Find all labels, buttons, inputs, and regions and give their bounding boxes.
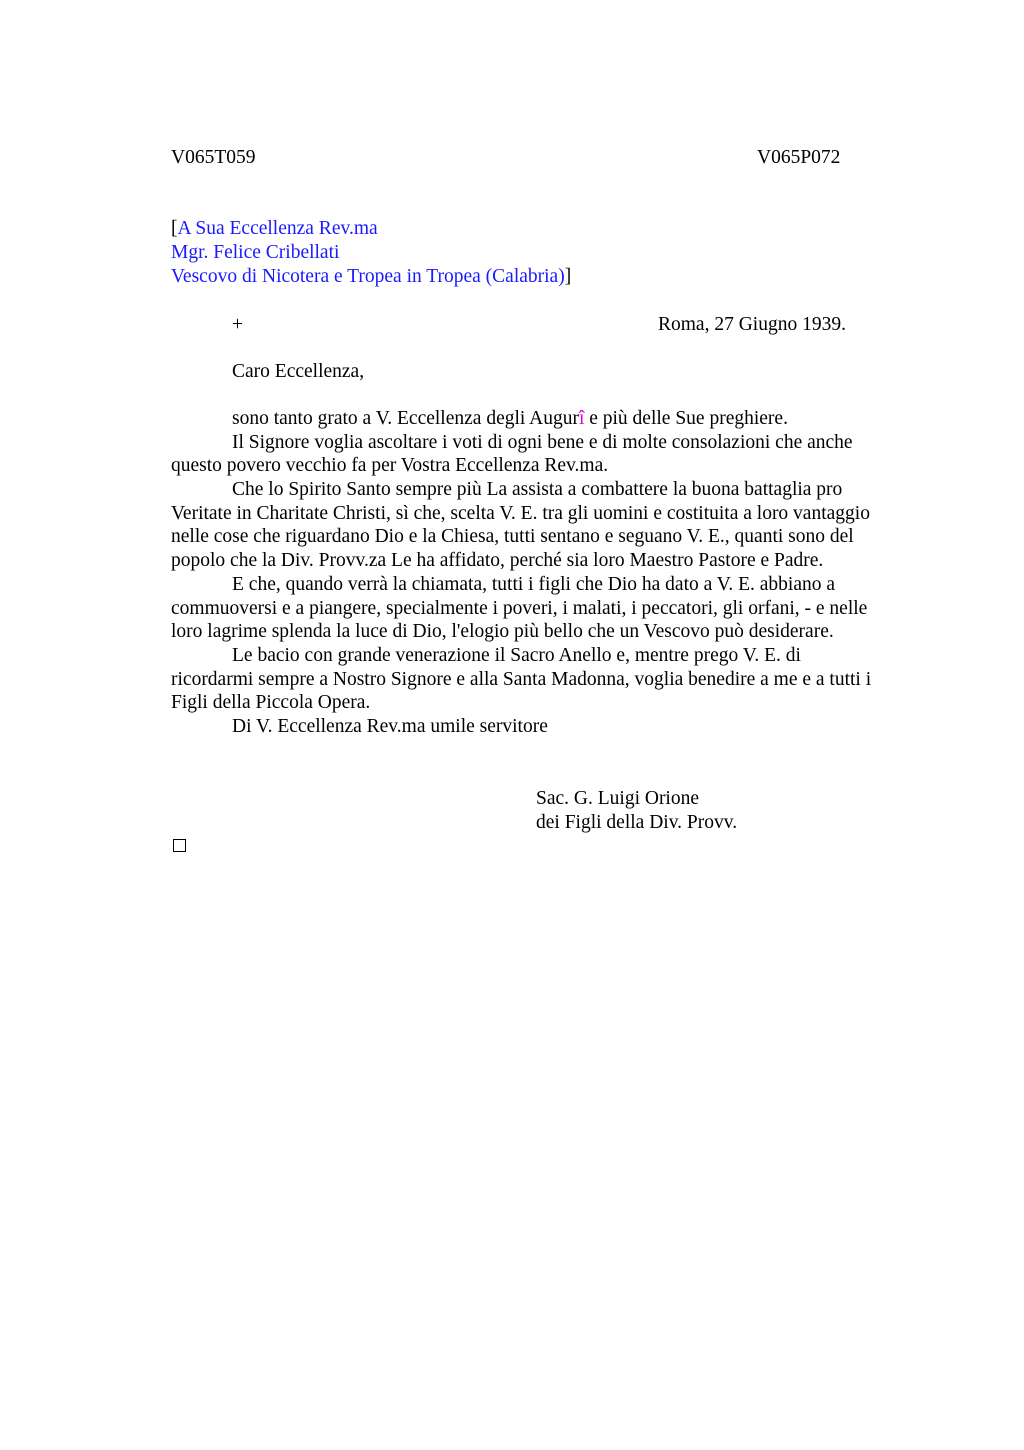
body-line: Il Signore voglia ascoltare i voti di ogni bene e di molte consolazioni che anche — [232, 431, 853, 453]
recipient-name: Mgr. Felice Cribellati — [171, 242, 340, 263]
body-line: E che, quando verrà la chiamata, tutti i figli che Dio ha dato a V. E. abbiano a — [232, 573, 836, 595]
place-date: Roma, 27 Giugno 1939. — [658, 314, 846, 335]
recipient-line-1 — [171, 217, 571, 241]
body-line: questo povero vecchio fa per Vostra Eccellenza Rev.ma. — [171, 455, 609, 477]
letter-body — [171, 407, 931, 739]
document-code-right: V065P072 — [757, 147, 841, 168]
body-line: Figli della Piccola Opera. — [171, 692, 371, 714]
body-line: ricordarmi sempre a Nostro Signore e alla Santa Madonna, voglia benedire a me e a tutti i — [171, 668, 872, 690]
recipient-block — [171, 217, 571, 289]
body-line: Che lo Spirito Santo sempre più La assista a combattere la buona battaglia pro — [232, 479, 843, 501]
recipient-title: A Sua Eccellenza Rev.ma — [177, 218, 378, 239]
open-bracket: [ — [171, 218, 178, 239]
end-of-document-box-icon — [173, 839, 186, 852]
body-line: popolo che la Div. Provv.za Le ha affidato, perché sia loro Maestro Pastore e Padre. — [171, 550, 824, 572]
body-line: nelle cose che riguardano Dio e la Chiesa, tutti sentano e seguano V. E., quanti sono del — [171, 526, 854, 548]
cross-symbol: + — [232, 314, 243, 335]
document-code-left: V065T059 — [171, 147, 256, 168]
body-line: Le bacio con grande venerazione il Sacro Anello e, mentre prego V. E. di — [232, 644, 801, 666]
body-line: Veritate in Charitate Christi, sì che, scelta V. E. tra gli uomini e costituita a loro vantaggio — [171, 502, 870, 524]
body-line: loro lagrime splenda la luce di Dio, l'elogio più bello che un Vescovo può desiderare. — [171, 621, 834, 643]
signature-congregation: dei Figli della Div. Provv. — [536, 812, 738, 833]
close-bracket: ] — [564, 266, 572, 287]
body-text: sono tanto grato a V. Eccellenza degli Augur — [232, 408, 579, 429]
recipient-office: Vescovo di Nicotera e Tropea in Tropea (Calabria) — [171, 266, 565, 287]
recipient-line-3 — [171, 265, 571, 289]
salutation: Caro Eccellenza, — [232, 361, 365, 382]
body-line: commuoversi e a piangere, specialmente i poveri, i malati, i peccatori, gli orfani, - e nelle — [171, 597, 868, 619]
body-line — [171, 407, 931, 431]
signature-block — [536, 787, 737, 835]
body-text: e più delle Sue preghiere. — [584, 408, 788, 429]
signature-name: Sac. G. Luigi Orione — [536, 788, 700, 809]
closing-line: Di V. Eccellenza Rev.ma umile servitore — [232, 715, 548, 737]
variant-mark: î — [578, 408, 585, 429]
